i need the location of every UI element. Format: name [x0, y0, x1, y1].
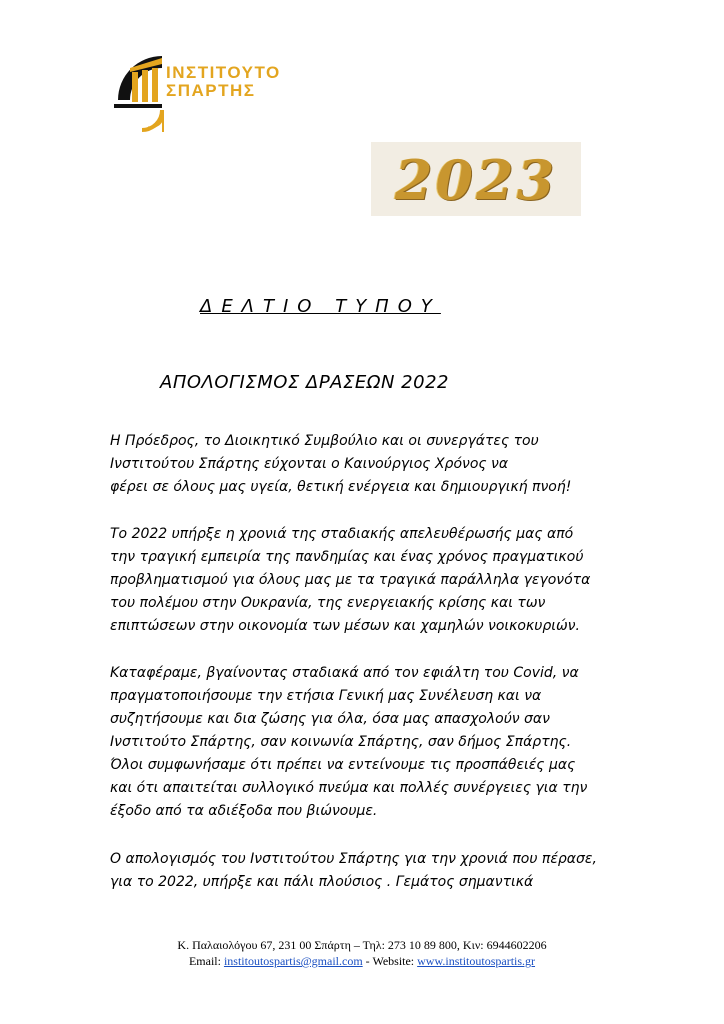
- text-line: Όλοι συμφωνήσαμε ότι πρέπει να εντείνουμε τις προσπάθειές μας: [110, 757, 576, 773]
- text-line: Καταφέραμε, βγαίνοντας σταδιακά από τον εφιάλτη του Covid, να: [110, 665, 579, 681]
- text-line: Ινστιτούτο Σπάρτης, σαν κοινωνία Σπάρτης, σαν δήμος Σπάρτης.: [110, 734, 572, 750]
- logo-name-line1: ΙΝΣΤΙΤΟΥΤΟ: [166, 63, 281, 82]
- text-line: έξοδο από τα αδιέξοδα που βιώνουμε.: [110, 803, 378, 819]
- paragraph-greeting: [110, 430, 630, 499]
- text-line: και ότι απαιτείται συλλογικό πνεύμα και πολλές συνέργειες για την: [110, 780, 588, 796]
- footer-links: [0, 953, 724, 969]
- text-line: πραγματοποιήσουμε την ετήσια Γενική μας Συνέλευση και να: [110, 688, 542, 704]
- text-line: συζητήσουμε και δια ζώσης για όλα, όσα μας απασχολούν σαν: [110, 711, 550, 727]
- text-line: φέρει σε όλους μας υγεία, θετική ενέργεια και δημιουργική πνοή!: [110, 479, 572, 495]
- year-banner-image: [371, 142, 581, 216]
- report-subtitle: ΑΠΟΛΟΓΙΣΜΟΣ ΔΡΑΣΕΩΝ 2022: [160, 372, 449, 393]
- press-release-title: ΔΕΛΤΙΟ ΤΥΠΟΥ: [200, 296, 441, 317]
- logo-name-line2: ΣΠΑΡΤΗΣ: [166, 81, 256, 100]
- paragraph-summary: [110, 848, 630, 894]
- email-link[interactable]: institoutospartis@gmail.com: [223, 954, 363, 968]
- paragraph-assembly: [110, 662, 630, 823]
- text-line: Το 2022 υπήρξε η χρονιά της σταδιακής απελευθέρωσής μας από: [110, 526, 574, 542]
- text-line: Ινστιτούτου Σπάρτης εύχονται ο Καινούργιος Χρόνος να: [110, 456, 509, 472]
- text-line: για το 2022, υπήρξε και πάλι πλούσιος . Γεμάτος σημαντικά: [110, 874, 534, 890]
- contact-footer: [0, 937, 724, 969]
- footer-address: Κ. Παλαιολόγου 67, 231 00 Σπάρτη – Τηλ: 273 10 89 800, Κιν: 6944602206: [177, 938, 547, 952]
- text-line: επιπτώσεων στην οικονομία των μέσων και χαμηλών νοικοκυριών.: [110, 618, 580, 634]
- website-link[interactable]: www.institoutospartis.gr: [417, 954, 536, 968]
- footer-website-label: - Website:: [362, 954, 418, 968]
- text-line: προβληματισμού για όλους μας με τα τραγικά παράλληλα γεγονότα: [110, 572, 591, 588]
- text-line: Η Πρόεδρος, το Διοικητικό Συμβούλιο και οι συνεργάτες του: [110, 433, 539, 449]
- footer-email-label: Email:: [188, 954, 224, 968]
- text-line: Ο απολογισμός του Ινστιτούτου Σπάρτης για την χρονιά που πέρασε,: [110, 851, 597, 867]
- text-line: την τραγική εμπειρία της πανδημίας και ένας χρόνος πραγματικού: [110, 549, 584, 565]
- paragraph-year-review: [110, 523, 630, 638]
- logo-emblem-icon: [110, 48, 170, 133]
- institute-logo: [110, 48, 285, 133]
- text-line: του πολέμου στην Ουκρανία, της ενεργειακής κρίσης και των: [110, 595, 546, 611]
- year-banner-text: 2023: [394, 148, 558, 212]
